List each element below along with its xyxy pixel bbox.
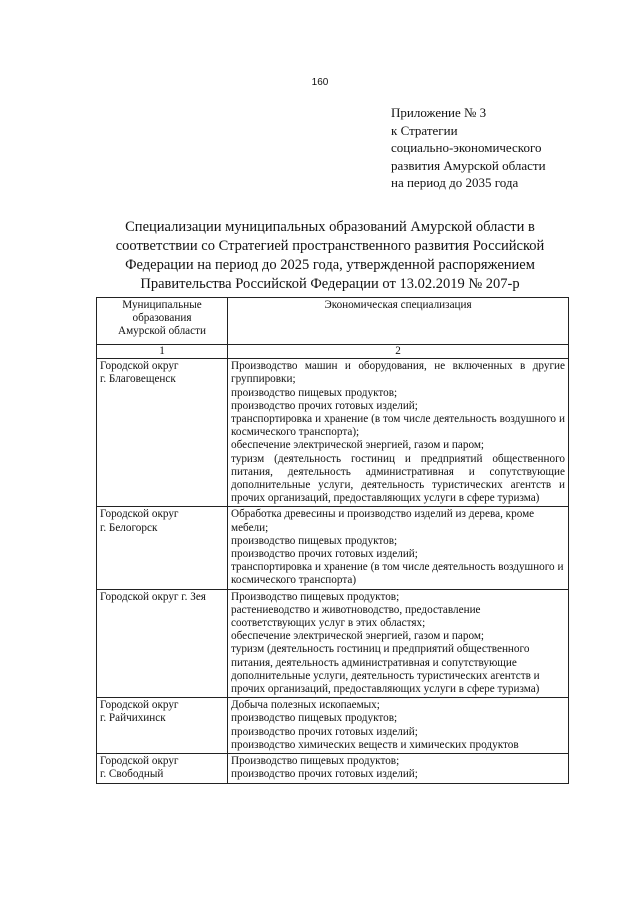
municipality-line: г. Райчихинск [100,712,166,725]
specialization-item: туризм (деятельность гостиниц и предприятий общественного питания, деятельность административная и сопутствующие дополнительные услуги, деятельность туристических агентств и прочих организаций, предоставляющих услуги в сфере туризма) [231,452,565,505]
specialization-item: Добыча полезных ископаемых; [231,699,380,712]
municipality-line: г. Благовещенск [100,373,176,386]
document-title [110,218,550,294]
appendix-line: социально-экономического [391,140,542,155]
specialization-item: производство пищевых продуктов; [231,534,398,547]
appendix-line: к Стратегии [391,122,458,138]
specialization-table [96,297,569,784]
specialization-item: обеспечение электрической энергией, газом и паром; [231,439,485,452]
municipality-cell [97,507,228,589]
column-number-2: 2 [228,345,569,359]
header-municipality [97,298,228,345]
specialization-item: производство химических веществ и химических продуктов [231,738,519,751]
specialization-item: производство прочих готовых изделий; [231,548,418,561]
specialization-item: производство пищевых продуктов; [231,712,398,725]
specialization-cell [228,754,569,783]
page-number: 160 [311,77,329,88]
specialization-item: транспортировка и хранение (в том числе деятельность воздушного и космического транспорта); [231,413,565,439]
appendix-line: Приложение № 3 [391,105,487,120]
appendix-line: на период до 2035 года [391,175,519,190]
header-specialization: Экономическая специализация [228,298,569,345]
table-number-row [97,345,569,359]
specialization-item: производство прочих готовых изделий; [231,399,418,412]
municipality-line: Городской округ [100,508,179,521]
specialization-item: туризм (деятельность гостиниц и предприятий общественного питания, деятельность административная и сопутствующие дополнительные услуги, деятельность туристических агентств и прочих организаций, предоставляющих услуги в сфере туризма) [231,643,540,696]
table-row [97,359,569,507]
table-row [97,507,569,589]
municipality-line: Городской округ [100,755,179,768]
table-row [97,698,569,754]
municipality-line: г. Свободный [100,768,164,781]
header-line: образования [132,312,192,325]
title-line: Правительства Российской Федерации от 13.02.2019 № 207-р [140,276,520,292]
appendix-block [391,104,621,192]
column-number-1: 1 [97,345,228,359]
specialization-cell [228,698,569,754]
specialization-item: Производство пищевых продуктов; [231,590,400,603]
municipality-cell [97,589,228,698]
specialization-cell [228,359,569,507]
municipality-line: Городской округ [100,360,179,373]
specialization-item: производство пищевых продуктов; [231,386,398,399]
table-row [97,589,569,698]
municipality-cell [97,698,228,754]
specialization-item: Обработка древесины и производство изделий из дерева, кроме мебели; [231,508,535,534]
title-line: Федерации на период до 2025 года, утвержденной распоряжением [125,257,535,273]
table-row [97,754,569,783]
municipality-line: Городской округ г. Зея [100,590,206,603]
specialization-item: производство прочих готовых изделий; [231,725,418,738]
specialization-cell [228,507,569,589]
title-line: соответствии со Стратегией пространственного развития Российской [115,238,545,254]
specialization-item: Производство машин и оборудования, не включенных в другие группировки; [231,360,565,386]
specialization-item: растениеводство и животноводство, предоставление соответствующих услуг в этих областях; [231,603,481,630]
municipality-line: г. Белогорск [100,521,158,534]
specialization-item: Производство пищевых продуктов; [231,755,400,768]
municipality-cell [97,359,228,507]
table-header-row [97,298,569,345]
header-line: Амурской области [118,325,206,338]
specialization-cell [228,589,569,698]
header-line: Муниципальные [122,299,202,311]
municipality-cell [97,754,228,783]
municipality-line: Городской округ [100,699,179,712]
specialization-item: обеспечение электрической энергией, газом и паром; [231,630,485,643]
appendix-line: развития Амурской области [391,157,546,173]
title-line: Специализации муниципальных образований Амурской области в [125,219,535,235]
specialization-item: транспортировка и хранение (в том числе деятельность воздушного и космического транспорта) [231,561,564,587]
specialization-item: производство прочих готовых изделий; [231,768,418,781]
